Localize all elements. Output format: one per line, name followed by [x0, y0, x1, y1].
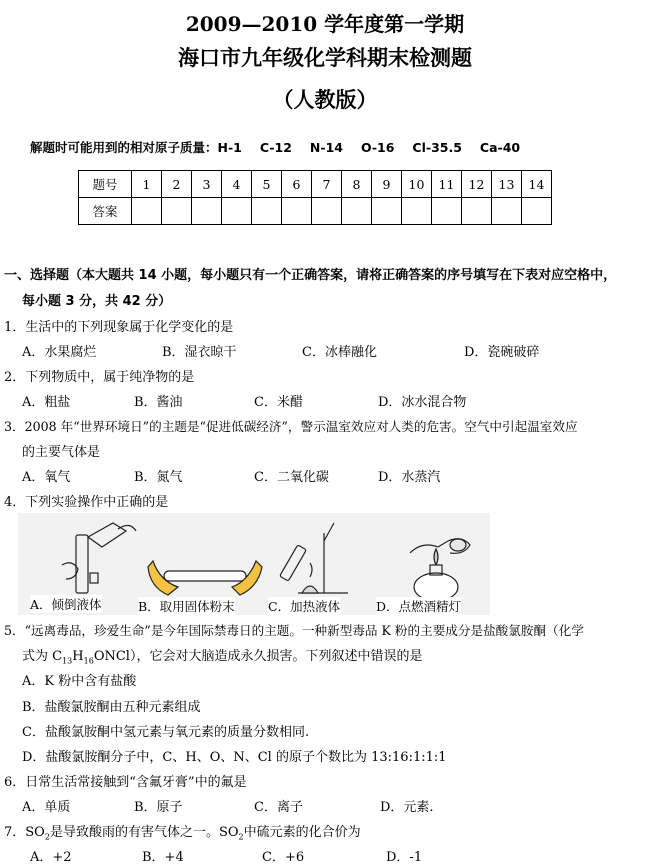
number-cell: 14 — [522, 171, 552, 198]
question-1-option-d[interactable]: D．瓷碗破碎 — [464, 345, 540, 360]
question-7-stem — [4, 821, 361, 842]
mass-c: C-12 — [259, 140, 292, 155]
question-7-option-a[interactable]: A．+2 — [30, 850, 72, 865]
answer-header: 答案 — [79, 198, 132, 225]
mass-o: O-16 — [360, 140, 395, 155]
q7-subscript-1: 2 — [44, 832, 50, 842]
question-3-stem: 3．2008 年“世界环境日”的主题是“促进低碳经济”，警示温室效应对人类的危害。空气中引起温室效应 — [4, 419, 578, 434]
question-3-option-d[interactable]: D．水蒸汽 — [378, 470, 441, 485]
answer-table — [78, 170, 552, 225]
mass-cl: Cl-35.5 — [412, 140, 462, 155]
number-cell: 4 — [222, 171, 252, 198]
question-5-option-b[interactable]: B．盐酸氯胺酮由五种元素组成 — [22, 700, 201, 715]
question-1-option-b[interactable]: B．湿衣晾干 — [162, 345, 237, 360]
answer-table-number-row — [79, 171, 552, 198]
mass-n: N-14 — [309, 140, 343, 155]
mass-h: H-1 — [217, 140, 242, 155]
section1-heading-cont: 每小题 3 分，共 42 分） — [22, 294, 172, 309]
answer-cell[interactable] — [192, 198, 222, 225]
question-2-option-b[interactable]: B．酱油 — [134, 395, 183, 410]
atomic-mass-line — [30, 138, 538, 156]
question-7-option-b[interactable]: B．+4 — [142, 850, 184, 865]
question-2-option-a[interactable]: A．粗盐 — [22, 395, 71, 410]
question-4-option-d[interactable]: D．点燃酒精灯 — [376, 599, 462, 614]
exam-year-title: 2009—2010 学年度第一学期 — [185, 12, 465, 36]
question-5-option-d[interactable]: D．盐酸氯胺酮分子中，C、H、O、N、Cl 的原子个数比为 13:16:1:1:1 — [22, 750, 447, 765]
question-6-option-c[interactable]: C．离子 — [254, 800, 303, 815]
question-1-option-c[interactable]: C．冰棒融化 — [302, 345, 377, 360]
answer-cell[interactable] — [282, 198, 312, 225]
answer-cell[interactable] — [252, 198, 282, 225]
question-1-option-a[interactable]: A．水果腐烂 — [22, 345, 97, 360]
number-cell: 11 — [432, 171, 462, 198]
question-4-stem: 4．下列实验操作中正确的是 — [4, 495, 169, 510]
question-2-stem: 2．下列物质中，属于纯净物的是 — [4, 370, 195, 385]
question-7-option-c[interactable]: C．+6 — [262, 850, 305, 865]
number-cell: 2 — [162, 171, 192, 198]
question-7-option-d[interactable]: D．-1 — [386, 850, 423, 865]
answer-cell[interactable] — [402, 198, 432, 225]
exam-main-title: 海口市九年级化学科期末检测题 — [178, 45, 472, 70]
answer-cell[interactable] — [342, 198, 372, 225]
answer-cell[interactable] — [162, 198, 192, 225]
q7-middle: 是导致酸雨的有害气体之一。SO — [49, 825, 239, 840]
number-cell: 9 — [372, 171, 402, 198]
answer-cell[interactable] — [462, 198, 492, 225]
number-cell: 3 — [192, 171, 222, 198]
question-6-option-d[interactable]: D．元素. — [380, 800, 434, 815]
number-cell: 12 — [462, 171, 492, 198]
answer-cell[interactable] — [372, 198, 402, 225]
question-6-stem: 6．日常生活常接触到“含氟牙膏”中的氟是 — [4, 775, 247, 790]
number-cell: 13 — [492, 171, 522, 198]
number-cell: 1 — [132, 171, 162, 198]
question-5-option-c[interactable]: C．盐酸氯胺酮中氢元素与氧元素的质量分数相同. — [22, 725, 310, 740]
number-cell: 6 — [282, 171, 312, 198]
question-5-stem-cont — [22, 645, 422, 666]
formula-subscript-h: 16 — [83, 656, 94, 666]
answer-table-answer-row — [79, 198, 552, 225]
number-cell: 8 — [342, 171, 372, 198]
formula-subscript-c: 13 — [62, 656, 73, 666]
question-3-option-a[interactable]: A．氧气 — [22, 470, 71, 485]
question-4-option-b[interactable]: B．取用固体粉末 — [138, 599, 235, 614]
answer-cell[interactable] — [312, 198, 342, 225]
answer-cell[interactable] — [222, 198, 252, 225]
number-header: 题号 — [79, 171, 132, 198]
formula-prefix: 式为 C — [22, 649, 63, 664]
question-1-stem: 1．生活中的下列现象属于化学变化的是 — [4, 320, 234, 335]
atomic-mass-label: 解题时可能用到的相对原子质量： — [30, 140, 218, 155]
answer-cell[interactable] — [432, 198, 462, 225]
question-2-option-d[interactable]: D．冰水混合物 — [378, 395, 467, 410]
answer-cell[interactable] — [492, 198, 522, 225]
q7-subscript-2: 2 — [238, 832, 244, 842]
formula-h: H — [72, 649, 84, 664]
exam-edition: （人教版） — [272, 87, 378, 112]
question-4-option-a[interactable]: A．倾倒液体 — [30, 597, 102, 612]
question-3-stem-cont: 的主要气体是 — [22, 445, 101, 460]
question-5-stem: 5．“远离毒品，珍爱生命”是今年国际禁毒日的主题。一种新型毒品 K 粉的主要成分是盐酸氯胺酮（化学 — [4, 623, 584, 638]
number-cell: 10 — [402, 171, 432, 198]
answer-cell[interactable] — [522, 198, 552, 225]
section1-heading: 一、选择题（本大题共 14 小题，每小题只有一个正确答案，请将正确答案的序号填写在下表对应空格中， — [4, 268, 617, 283]
question-3-option-c[interactable]: C．二氧化碳 — [254, 470, 329, 485]
question-5-option-a[interactable]: A．K 粉中含有盐酸 — [22, 674, 137, 689]
question-3-option-b[interactable]: B．氮气 — [134, 470, 183, 485]
formula-suffix: ONCl），它会对大脑造成永久损害。下列叙述中错误的是 — [93, 649, 423, 664]
question-6-option-b[interactable]: B．原子 — [134, 800, 183, 815]
q7-suffix: 中硫元素的化合价为 — [243, 825, 361, 840]
question-6-option-a[interactable]: A．单质 — [22, 800, 71, 815]
number-cell: 7 — [312, 171, 342, 198]
question-2-option-c[interactable]: C．米醋 — [254, 395, 303, 410]
answer-cell[interactable] — [132, 198, 162, 225]
question-4-option-c[interactable]: C．加热液体 — [268, 599, 341, 614]
q7-prefix: 7．SO — [4, 825, 45, 840]
mass-ca: Ca-40 — [479, 140, 521, 155]
number-cell: 5 — [252, 171, 282, 198]
